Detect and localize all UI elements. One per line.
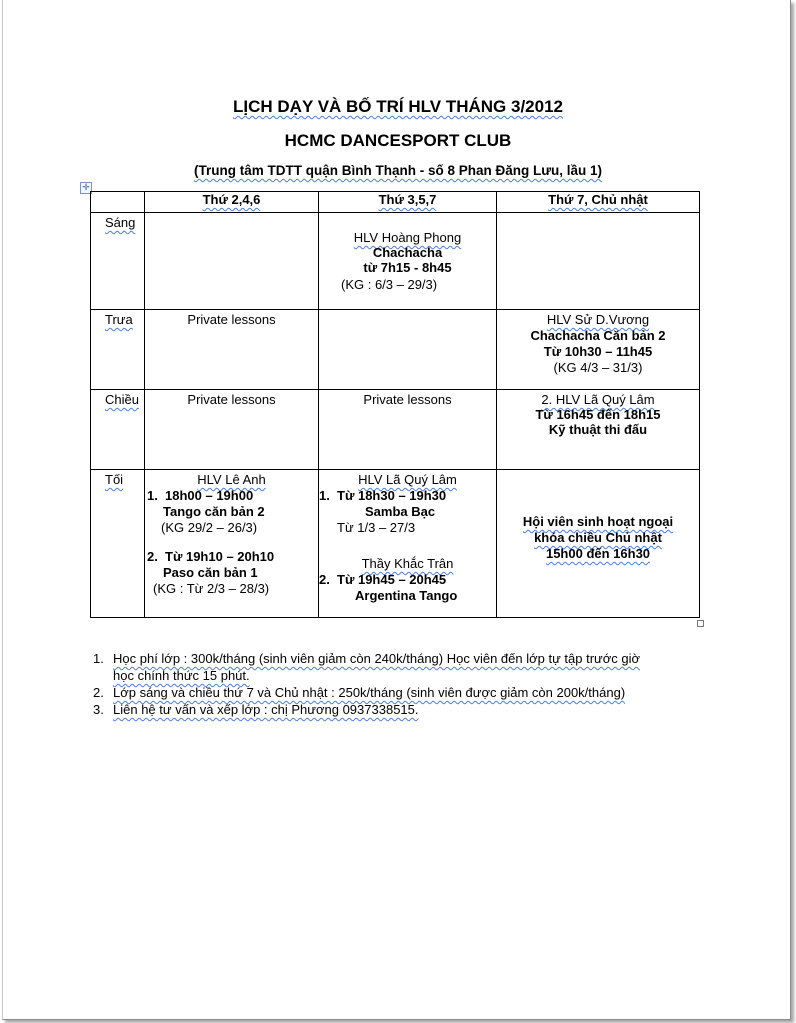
coach-name: HLV Hoàng Phong [353,230,462,245]
cell-noon-weekend [497,310,700,390]
list-item: 3. Liên hệ tư vấn và xếp lớp : chị Phương 0937338515. [93,702,419,717]
coach-name: Thầy Khắc Trân [361,556,454,571]
table-row-noon [91,310,700,390]
list-item: 2. Lớp sáng và chiều thứ 7 và Chủ nhật : 250k/tháng (sinh viên được giảm còn 200k/tháng) [93,685,626,700]
cell-noon-mwf: Private lessons [145,310,319,390]
cell-afternoon-tts: Private lessons [319,390,497,470]
cell-morning-mwf [145,213,319,310]
cell-evening-weekend [497,470,700,618]
header-mon-wed-fri: Thứ 2,4,6 [145,192,319,213]
class-item: 1. Từ 18h30 – 19h30 Samba Bạc Từ 1/3 – 27/3 [319,488,447,535]
class-time: Từ 10h30 – 11h45 [543,344,653,359]
row-label-afternoon: Chiều [91,390,145,470]
cell-evening-mwf [145,470,319,618]
notes-list [93,650,640,718]
list-item: 1. Học phí lớp : 300k/tháng (sinh viên giảm còn 240k/tháng) Học viên đến lớp tự tập trước giờ học chính thức 15 phút. [93,651,641,683]
cell-evening-tts [319,470,497,618]
dance-name: Chachacha Căn bản 2 [530,328,666,343]
class-item: 1. 18h00 – 19h00 Tango căn bản 2 (KG 29/2 – 26/3) [147,488,265,535]
schedule-table [90,191,700,618]
resize-handle-icon[interactable] [697,620,704,627]
table-row-evening [91,470,700,618]
location-line: (Trung tâm TDTT quận Bình Thạnh - số 8 Phan Đăng Lưu, lầu 1) [193,163,603,178]
class-period: (KG : 6/3 – 29/3) [341,277,438,292]
dance-name: Chachacha [372,245,443,260]
coach-name: HLV Lê Anh [197,472,266,487]
class-time: Từ 16h45 đến 18h15 [535,407,661,422]
move-table-icon[interactable]: ✛ [80,182,92,194]
club-name: HCMC DANCESPORT CLUB [284,131,512,150]
class-period: (KG 4/3 – 31/3) [553,360,643,375]
table-header-row [91,192,700,213]
class-time: từ 7h15 - 8h45 [363,260,452,275]
cell-noon-tts [319,310,497,390]
dance-name: Kỹ thuật thi đấu [548,422,648,437]
row-label-evening: Tối [91,470,145,618]
coach-name: HLV Sử D.Vương [546,312,650,327]
header-tue-thu-sat: Thứ 3,5,7 [319,192,497,213]
coach-name: HLV Lã Quý Lâm [358,472,457,487]
header-cell-empty [91,192,145,213]
document-title: LỊCH DẠY VÀ BỐ TRÍ HLV THÁNG 3/2012 [233,97,563,116]
cell-morning-tts [319,213,497,310]
member-activity-note: Hội viên sinh hoạt ngoại khóa chiều Chủ nhật 15h00 đến 16h30 [522,514,674,561]
row-label-noon: Trưa [91,310,145,390]
header-sat-sun: Thứ 7, Chủ nhật [497,192,700,213]
table-row-morning [91,213,700,310]
cell-afternoon-weekend [497,390,700,470]
class-item: 2. Từ 19h10 – 20h10 Paso căn bản 1 (KG : Từ 2/3 – 28/3) [147,549,275,596]
table-row-afternoon [91,390,700,470]
coach-name: 2. HLV Lã Quý Lâm [541,392,655,407]
cell-afternoon-mwf: Private lessons [145,390,319,470]
class-item: 2. Từ 19h45 – 20h45 Argentina Tango [319,572,458,603]
cell-morning-weekend [497,213,700,310]
row-label-morning: Sáng [91,213,145,310]
